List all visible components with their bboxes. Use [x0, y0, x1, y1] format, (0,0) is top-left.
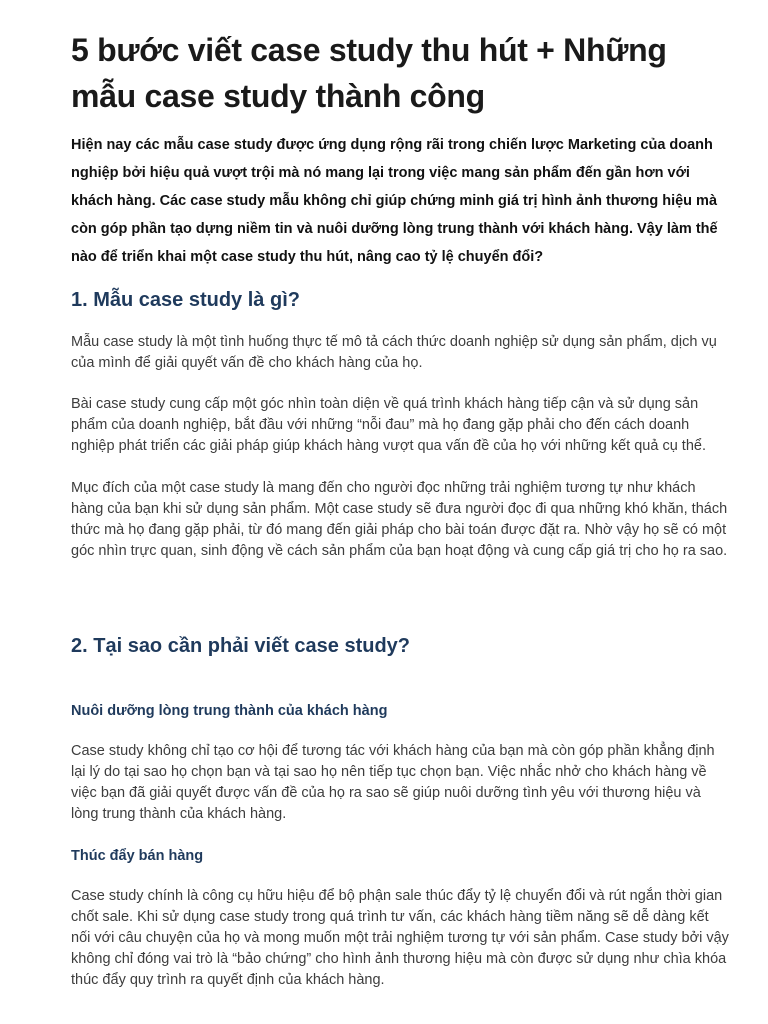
subsection-sales-heading: Thúc đẩy bán hàng	[71, 848, 204, 864]
section-2-heading: 2. Tại sao cần phải viết case study?	[71, 635, 411, 657]
article-title: 5 bước viết case study thu hút + Những mẫu case study thành công	[71, 32, 667, 114]
subsection-sales-paragraph: Case study chính là công cụ hữu hiệu để bộ phận sale thúc đẩy tỷ lệ chuyển đổi và rút ngắn thời gian chốt sale. Khi sử dụng case study trong quá trình tư vấn, các khách hàng tiềm năng sẽ dễ dàng kết nối với câu chuyện của họ và mong muốn một trải nghiệm tương tự với sản phẩm. Case study bởi vậy không chỉ đóng vai trò là “bảo chứng” cho hình ảnh thương hiệu mà còn được sử dụng như chìa khóa thúc đẩy quy trình ra quyết định của khách hàng.	[71, 888, 729, 988]
section-1-heading: 1. Mẫu case study là gì?	[71, 289, 300, 311]
subsection-loyalty-paragraph: Case study không chỉ tạo cơ hội để tương tác với khách hàng của bạn mà còn góp phần khẳng định lại lý do tại sao họ chọn bạn và tại sao họ nên tiếp tục chọn bạn. Việc nhắc nhở cho khách hàng về việc bạn đã giải quyết được vấn đề của họ ra sao sẽ giúp nuôi dưỡng tình yêu với thương hiệu và lòng trung thành của khách hàng.	[71, 743, 715, 822]
section-1-paragraph-1: Mẫu case study là một tình huống thực tế mô tả cách thức doanh nghiệp sử dụng sản phẩm, dịch vụ của mình để giải quyết vấn đề cho khách hàng của họ.	[71, 334, 717, 371]
section-1-paragraph-2: Bài case study cung cấp một góc nhìn toàn diện về quá trình khách hàng tiếp cận và sử dụng sản phẩm của doanh nghiệp, bắt đầu với những “nỗi đau” mà họ đang gặp phải cho đến cách doanh nghiệp phát triển các giải pháp giúp khách hàng vượt qua vấn đề của họ với những kết quả cụ thể.	[71, 396, 706, 454]
subsection-loyalty-heading: Nuôi dưỡng lòng trung thành của khách hàng	[71, 703, 388, 719]
section-1-paragraph-3: Mục đích của một case study là mang đến cho người đọc những trải nghiệm tương tự như khách hàng của bạn khi sử dụng sản phẩm. Một case study sẽ đưa người đọc đi qua những khó khăn, thách thức mà họ đang gặp phải, từ đó mang đến giải pháp cho bài toán được đặt ra. Nhờ vậy họ sẽ có một góc nhìn trực quan, sinh động về cách sản phẩm của bạn hoạt động và cung cấp giá trị cho họ ra sao.	[71, 480, 728, 559]
article-lead: Hiện nay các mẫu case study được ứng dụng rộng rãi trong chiến lược Marketing của doanh nghiệp bởi hiệu quả vượt trội mà nó mang lại trong việc mang sản phẩm đến gần hơn với khách hàng. Các case study mẫu không chỉ giúp chứng minh giá trị hình ảnh thương hiệu mà còn góp phần tạo dựng niềm tin và nuôi dưỡng lòng trung thành với khách hàng. Vậy làm thế nào để triển khai một case study thu hút, nâng cao tỷ lệ chuyển đổi?	[71, 137, 718, 265]
